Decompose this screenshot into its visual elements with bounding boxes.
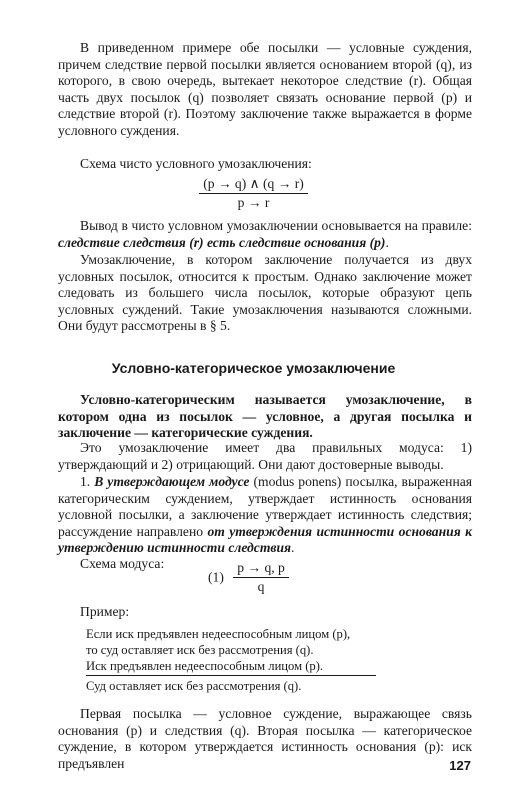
scheme-intro: Схема чисто условного умозаключения: (80, 156, 312, 171)
paragraph-modes: Это умозаключение имеет два правильных модуса: 1) утверждающий и 2) отрицающий. Они дают достоверные выводы. (58, 440, 472, 472)
example-conclusion: Суд оставляет иск без рассмотрения (q). (86, 679, 302, 693)
rule-text: следствие следствия (r) есть следствие основания (p) (58, 234, 386, 250)
conclusion-divider (86, 675, 376, 676)
example-premise-1a: Если иск предъявлен недееспособным лицом (p), (86, 627, 351, 641)
scheme-numerator: (p → q) ∧ (q → r) (199, 176, 308, 194)
direction-text: от утверждения истинности основания к утверждению истинности следствия (58, 523, 472, 556)
scheme-denominator: q (257, 579, 265, 594)
paragraph-last: Первая посылка — условное суждение, выражающее связь основания (p) и следствия (q). Вторая посылка — категорическое суждение, в котором утверждается истинность основания (p): иск предъявлен (58, 706, 472, 771)
example-intro: Пример: (80, 604, 130, 619)
paragraph-modus-ponens (58, 474, 472, 557)
paragraph-2-end: . (385, 234, 389, 250)
definition-paragraph: Условно-категорическим называется умозаключение, в котором одна из посылок — условное, а другая посылка и заключение — категорические суждения. (58, 392, 472, 441)
scheme-denominator: p → r (237, 195, 270, 210)
scheme-pure-conditional (0, 176, 507, 211)
fraction (233, 560, 289, 595)
section-heading: Условно-категорическое умозаключение (111, 360, 396, 376)
paragraph-modus-end: . (291, 540, 295, 556)
mode-name: В утверждающем модусе (94, 474, 250, 489)
scheme-modus-ponens (208, 560, 289, 595)
scheme-numerator: p → q, p (233, 560, 289, 578)
example-premise-1b: то суд оставляет иск без рассмотрения (q). (86, 643, 314, 657)
page-number: 127 (449, 758, 471, 773)
example-premise-2: Иск предъявлен недееспособным лицом (p). (86, 659, 324, 673)
paragraph-modus-mid: (modus ponens) посылка, выраженная категорическим суждением, утверждает истинность основания условной посылки, а заключение утверждает истинность следствия; рассуждение направлено (58, 474, 473, 539)
fraction (199, 176, 308, 211)
paragraph-2-start: Вывод в чисто условном умозаключении основывается на правиле: (80, 218, 472, 233)
paragraph-1: В приведенном примере обе посылки — условные суждения, причем следствие первой посылки является основанием второй (q), из которого, в свою очередь, вытекает некоторое следствие (r). Общая часть двух посылок (q) позволяет связать основание первой (p) и следствие второй (r). Поэтому заключение также выражается в форме условного суждения. (58, 40, 472, 138)
scheme-mode-intro: Схема модуса: (80, 556, 165, 571)
scheme-label: (1) (208, 569, 224, 585)
paragraph-2 (58, 218, 472, 251)
item-number: 1. (80, 474, 95, 489)
paragraph-3: Умозаключение, в котором заключение получается из двух условных посылок, относится к простым. Однако заключение может следовать из большего числа посылок, которые образуют цепь условных суждений. Такие умозаключения называются сложными. Они будут рассмотрены в § 5. (58, 252, 472, 334)
